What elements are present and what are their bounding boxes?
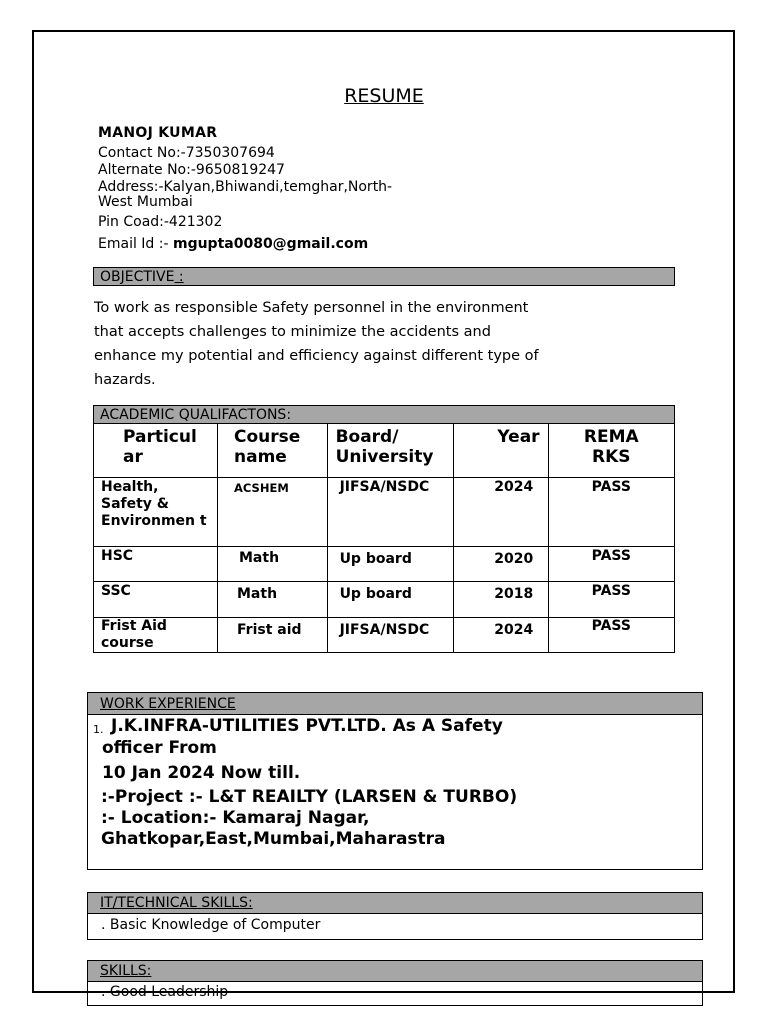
col-header-board: Board/ University [327,424,454,478]
table-row [94,582,675,618]
cell-board: Up board [327,547,454,582]
table-row [94,618,675,653]
work-line-address: Ghatkopar,East,Mumbai,Maharastra [101,829,446,849]
academic-table [93,423,675,653]
work-box [87,714,703,870]
col-header-course: Course name [218,424,328,478]
address-line-1: Address:-Kalyan,Bhiwandi,temghar,North- [98,179,393,195]
skill-item: . Good Leadership [101,984,229,1000]
it-skills-heading-label: IT/TECHNICAL SKILLS: [100,895,253,911]
cell-course: Math [218,582,328,618]
cell-year: 2024 [454,618,548,653]
cell-course: Frist aid [218,618,328,653]
resume-title: RESUME [344,85,424,107]
cell-board: JIFSA/NSDC [327,618,454,653]
table-row [94,478,675,547]
address-line-2: West Mumbai [98,194,193,210]
cell-particular: Health, Safety & Environmen t [94,478,218,547]
work-heading [87,692,703,715]
email-label: Email Id :- [98,236,173,252]
objective-line: that accepts challenges to minimize the accidents and [94,324,491,340]
objective-line: enhance my potential and efficiency against different type of [94,348,539,364]
alternate-number: Alternate No:-9650819247 [98,162,285,178]
skills-box [87,981,703,1006]
table-header-row [94,424,675,478]
col-header-year: Year [454,424,548,478]
cell-board: Up board [327,582,454,618]
email-line [98,236,368,252]
work-heading-label: WORK EXPERIENCE [100,696,236,712]
pin-code: Pin Coad:-421302 [98,214,223,230]
skills-heading-label: SKILLS: [100,963,152,979]
it-skill-item: . Basic Knowledge of Computer [101,917,321,933]
cell-course: Math [218,547,328,582]
cell-year: 2024 [454,478,548,547]
table-row [94,547,675,582]
academic-heading: ACADEMIC QUALIFACTONS: [93,405,675,424]
cell-remarks: PASS [548,547,674,582]
work-line-date: 10 Jan 2024 Now till. [102,763,301,783]
contact-number: Contact No:-7350307694 [98,145,275,161]
work-line-location: :- Location:- Kamaraj Nagar, [101,808,370,828]
cell-particular: Frist Aid course [94,618,218,653]
col-header-remarks: REMA RKS [548,424,674,478]
cell-remarks: PASS [548,582,674,618]
cell-board: JIFSA/NSDC [327,478,454,547]
it-skills-heading [87,892,703,914]
work-line-role: officer From [102,738,217,758]
objective-line: hazards. [94,372,156,388]
cell-year: 2020 [454,547,548,582]
objective-line: To work as responsible Safety personnel in the environment [94,300,529,316]
work-line-company: J.K.INFRA-UTILITIES PVT.LTD. As A Safety [111,716,503,736]
col-header-particular: Particul ar [94,424,218,478]
work-line-project: :-Project :- L&T REAILTY (LARSEN & TURBO) [101,787,518,807]
it-skills-box [87,913,703,940]
cell-year: 2018 [454,582,548,618]
candidate-name: MANOJ KUMAR [98,125,218,141]
objective-heading [93,267,675,286]
objective-heading-label: OBJECTIVE [100,269,175,285]
objective-heading-suffix: : [174,269,184,285]
cell-remarks: PASS [548,618,674,653]
cell-course: ACSHEM [218,478,328,547]
objective-text [94,296,584,392]
skills-heading [87,960,703,982]
cell-particular: SSC [94,582,218,618]
cell-remarks: PASS [548,478,674,547]
email-value: mgupta0080@gmail.com [172,236,369,252]
work-item-number: 1. [93,723,104,736]
cell-particular: HSC [94,547,218,582]
